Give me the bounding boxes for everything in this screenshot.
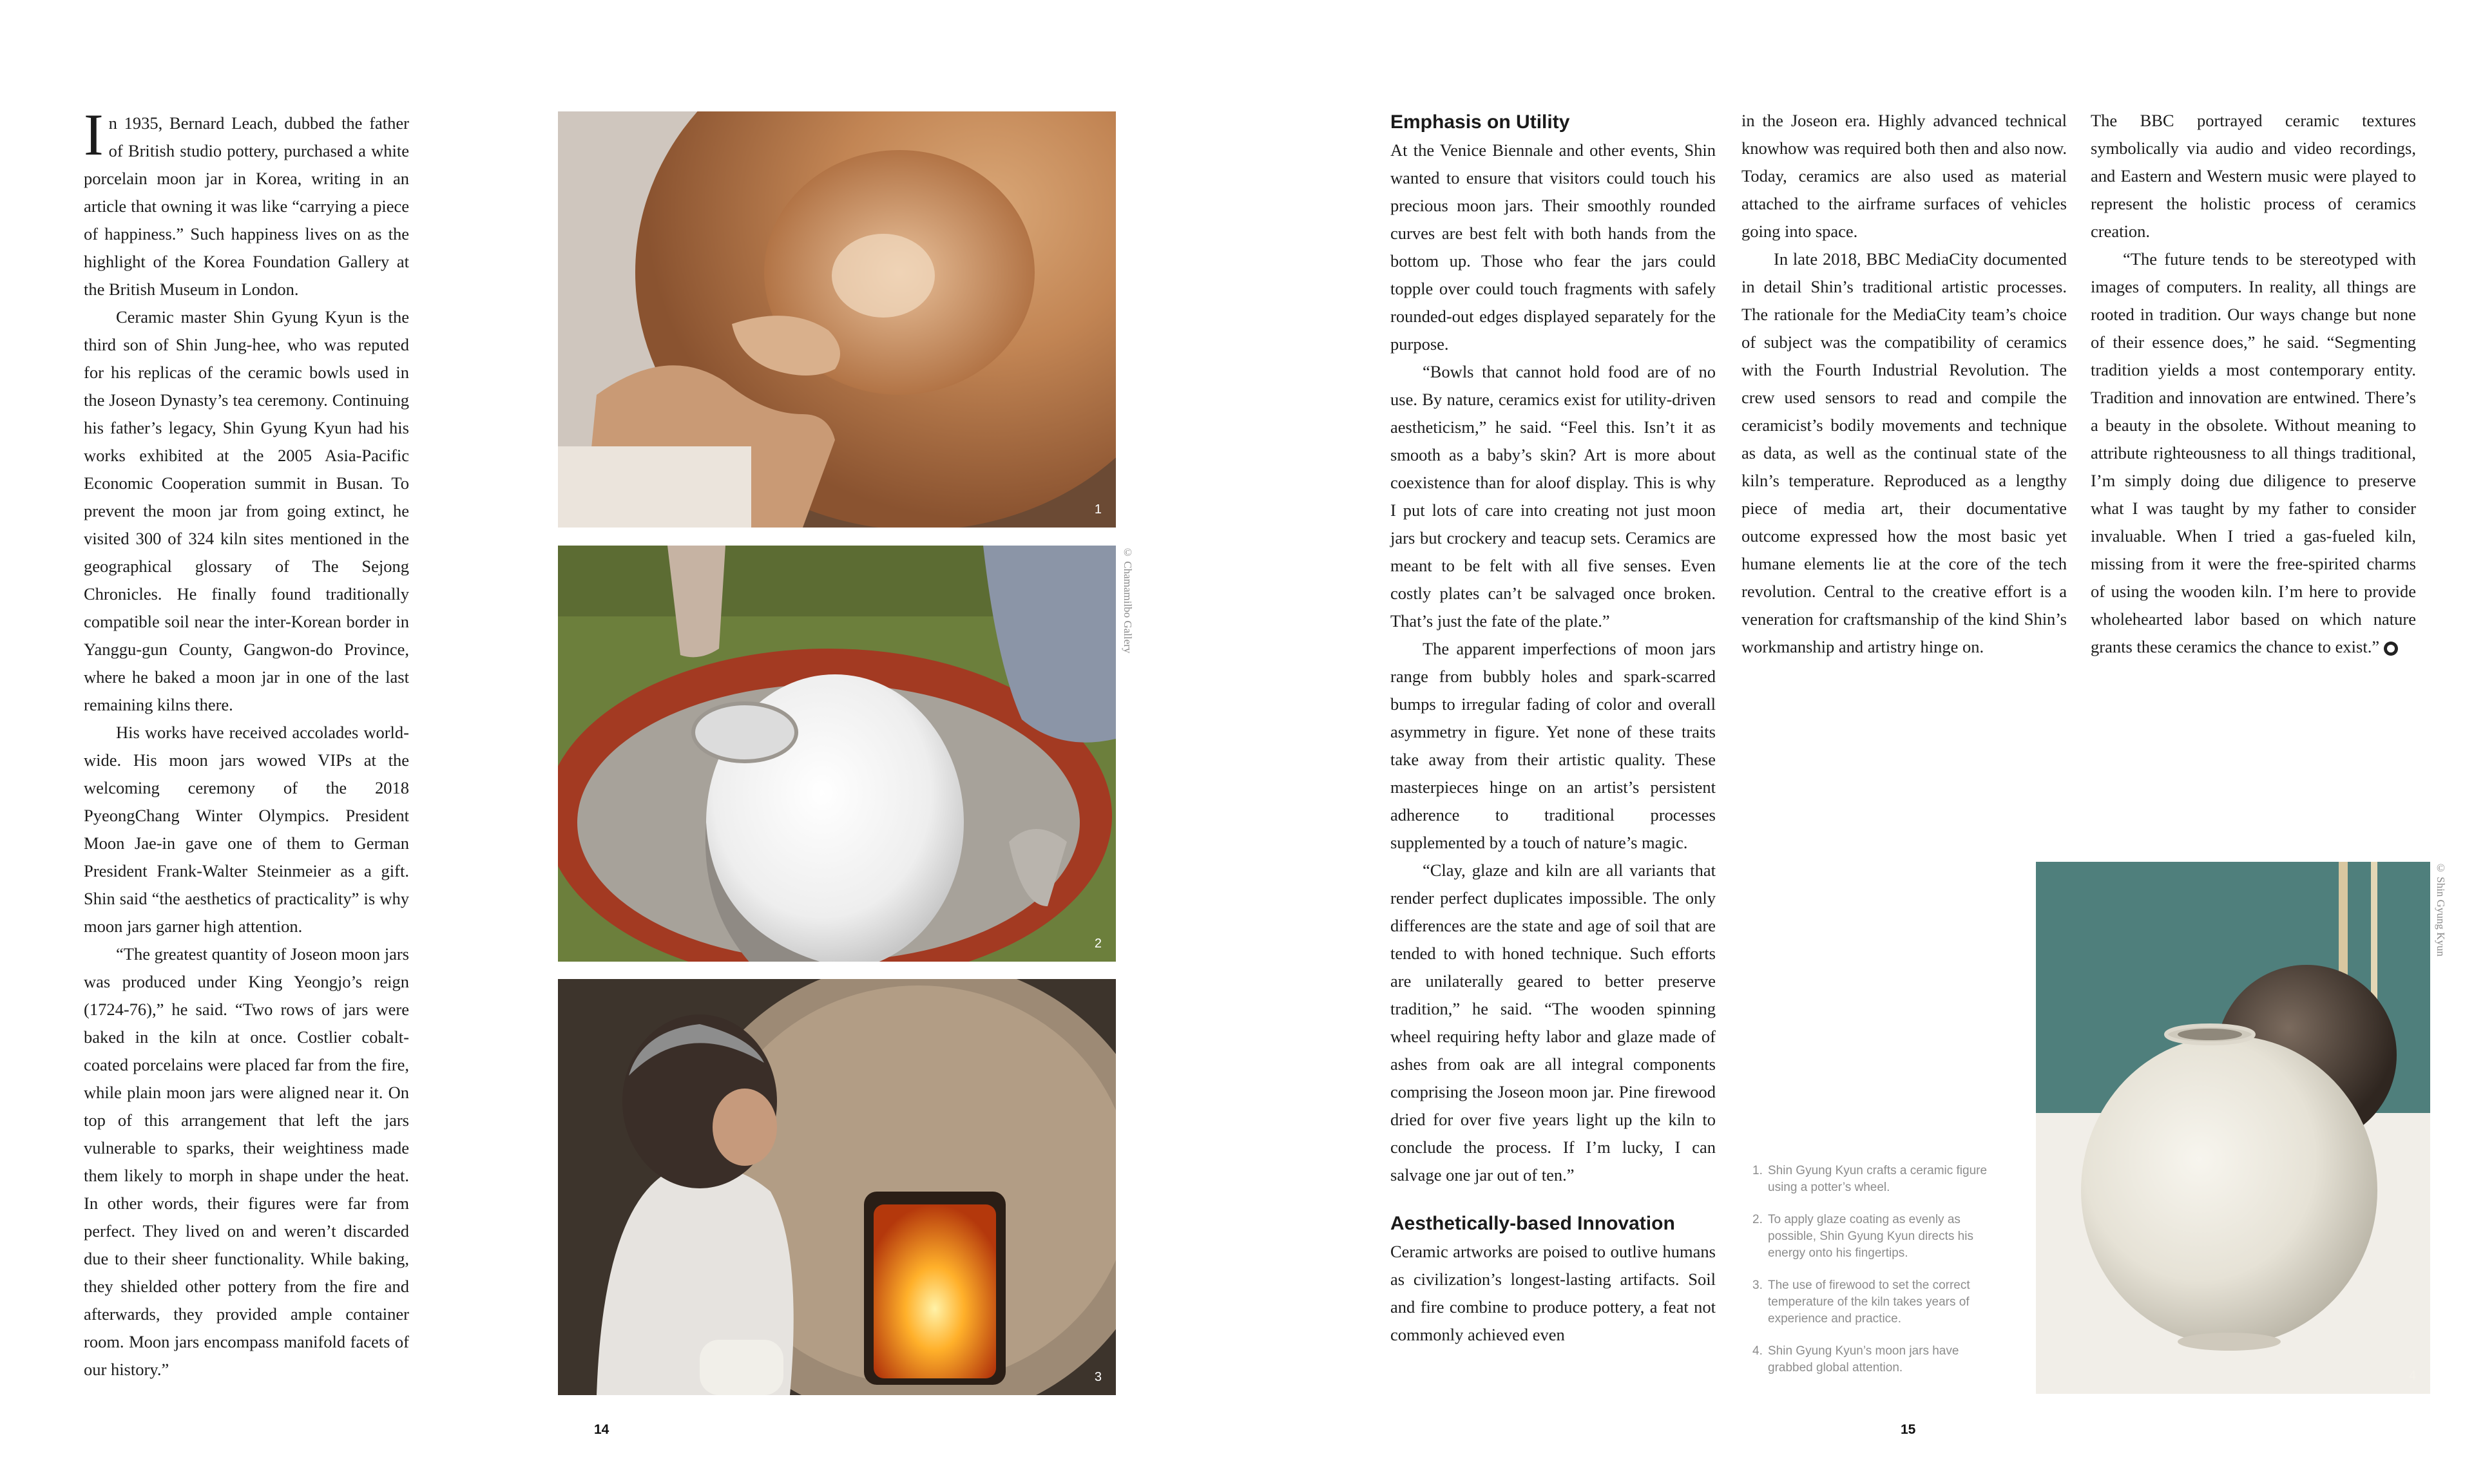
body-paragraph: “The future tends to be stereotyped with images of computers. In reality, all things are rooted in tradition. Our ways change but none of their essence does,” he said. “Segmenting tradition yields a most contemporary entity. Tradition and innovation are entwined. There’s a beauty in the obsolete. Without meaning to attribute righteousness to all things traditional, I’m simply doing due diligence to preserve what I was taught by my father to consider invaluable. When I tried a gas-fueled kiln, missing from it were the free-spirited charms of using the wooden kiln. I’m here to provide wholehearted labor based on which nature grants these ceramics the chance to exist.” [2091, 249, 2416, 656]
photo-number: 3 [1094, 1370, 1102, 1384]
right-page [1237, 0, 2474, 1484]
drop-cap: I [84, 102, 104, 167]
body-paragraph: Ceramic artworks are poised to outlive humans as civilization’s longest-lasting artifacts. Soil and fire combine to produce pottery, a feat not commonly achieved even [1390, 1242, 1716, 1344]
body-paragraph: in the Joseon era. Highly advanced technical knowhow was required both then and also now. Today, ceramics are also used as material attached to the airframe surfaces of vehicles going into space. [1741, 111, 2067, 241]
moon-jar-photo [2036, 862, 2430, 1394]
kiln-firewood-photo [558, 979, 1116, 1395]
photo-number: 2 [1094, 937, 1102, 951]
body-paragraph: At the Venice Biennale and other events, Shin wanted to ensure that visitors could touch his precious moon jars. Their smoothly rounded curves are best felt with both hands from the bottom up. Those who fear the jars could topple over could touch fragments with safely rounded-out edges displayed separately for the purpose. [1390, 140, 1716, 354]
potter-wheel-photo [558, 111, 1116, 528]
section-heading: Aesthetically-based Innovation [1390, 1213, 1675, 1234]
section-heading: Emphasis on Utility [1390, 111, 1570, 133]
body-paragraph: “Clay, glaze and kiln are all variants that render perfect duplicates impossible. The only differences are the state and age of soil that are tended to with honed technique. Such efforts are unilaterally geared to better preserve tradition,” he said. “The wooden spinning wheel requiring hefty labor and glaze made of ashes from oak are all integral components comprising the Joseon moon jar. Pine firewood dried for over five years light up the kiln to conclude the process. If I’m lucky, I can salvage one jar out of ten.” [1390, 861, 1716, 1184]
glazing-photo [558, 546, 1116, 962]
photo-number: 1 [1094, 502, 1102, 517]
right-text-column-1 [1390, 108, 1716, 1349]
caption-item: 4. Shin Gyung Kyun’s moon jars have grabbed global attention. [1752, 1344, 1959, 1375]
end-of-article-icon [2384, 642, 2398, 656]
photo-credit: © Chamamilbo Gallery [1122, 546, 1134, 654]
photo-number: 4 [2408, 1369, 2416, 1383]
body-paragraph: In late 2018, BBC MediaCity documented in detail Shin’s traditional artistic processes. The rationale for the MediaCity team’s choice of subject was the compatibility of ceramics with the Fourth Industrial Revolution. The crew used sensors to read and compile the ceramicist’s bodily movements and technique as data, as well as the continual state of the kiln’s temperature. Reproduced as a lengthy piece of media art, their documentative outcome expressed how the most basic yet humane elements lie at the core of the tech revolution. Central to the creative effort is a veneration for craftsmanship of the kind Shin’s workmanship and artistry hinge on. [1741, 249, 2067, 656]
caption-item: 3. The use of firewood to set the correct temperature of the kiln takes years of experience and practice. [1752, 1279, 1970, 1326]
caption-item: 2. To apply glaze coating as evenly as possible, Shin Gyung Kyun directs his energy onto his fingertips. [1752, 1213, 1973, 1260]
body-paragraph: “The greatest quantity of Joseon moon jars was produced under King Yeongjo’s reign (1724-76),” he said. “Two rows of jars were baked in the kiln at once. Costlier cobalt-coated porcelains were placed far from the fire, while plain moon jars were aligned near it. On top of this arrangement that left the jars vulnerable to sparks, their weightiness made them likely to morph in shape under the heat. In other words, their figures were far from perfect. They lived on and weren’t discarded due to their sheer functionality. While baking, they shielded other pottery from the fire and afterwards, they provided ample container room. Moon jars encompass manifold facets of our history.” [84, 944, 409, 1379]
body-paragraph: His works have received accolades world-wide. His moon jars wowed VIPs at the welcoming ceremony of the 2018 PyeongChang Winter Olympics. President Moon Jae-in gave one of them to German President Frank-Walter Steinmeier as a gift. Shin said “the aesthetics of practicality” is why moon jars garner high attention. [84, 723, 409, 936]
left-text-column [84, 102, 409, 1384]
photo-credit: © Shin Gyung Kyun [2435, 862, 2447, 956]
caption-item: 1. Shin Gyung Kyun crafts a ceramic figure using a potter’s wheel. [1752, 1164, 1988, 1194]
article-intro-paragraph: In 1935, Bernard Leach, dubbed the father of British studio pottery, purchased a white porcelain moon jar in Korea, writing in an article that owning it was like “carrying a piece of happiness.” Such happiness lives on as the highlight of the Korea Foundation Gallery at the British Museum in London. [84, 102, 409, 299]
photo-captions [1752, 1163, 1997, 1392]
right-text-column-2 [1741, 107, 2067, 661]
body-paragraph: The apparent imperfections of moon jars range from bubbly holes and spark-scarred bumps to irregular fading of color and overall asymmetry in figure. Yet none of these traits take away from their artistic quality. These masterpieces hinge on an artist’s persistent adherence to traditional processes supplemented by a touch of nature’s magic. [1390, 639, 1716, 852]
right-text-column-3 [2091, 107, 2416, 661]
body-paragraph: Ceramic master Shin Gyung Kyun is the third son of Shin Jung-hee, who was reputed for his replicas of the ceramic bowls used in the Joseon Dynasty’s tea ceremony. Continuing his father’s legacy, Shin Gyung Kyun had his works exhibited at the 2005 Asia-Pacific Economic Cooperation summit in Busan. To prevent the moon jar from going extinct, he visited 300 of 324 kiln sites mentioned in the geographical glossary of The Sejong Chronicles. He finally found traditionally compatible soil near the inter-Korean border in Yanggu-gun County, Gangwon-do Province, where he baked a moon jar in one of the last remaining kilns there. [84, 307, 409, 714]
page-number: 15 [1901, 1422, 1916, 1437]
body-paragraph: “Bowls that cannot hold food are of no use. By nature, ceramics exist for utility-driven aestheticism,” he said. “Feel this. Isn’t it as smooth as a baby’s skin? Art is more about coexistence than for aloof display. This is why I put lots of care into creating not just moon jars but crockery and teacup sets. Ceramics are meant to be felt with all five senses. Even costly plates can’t be salvaged once broken. That’s just the fate of the plate.” [1390, 362, 1716, 631]
body-paragraph: The BBC portrayed ceramic textures symbolically via audio and video recordings, and Eastern and Western music were played to represent the holistic process of ceramics creation. [2091, 111, 2416, 241]
page-number: 14 [594, 1422, 609, 1437]
